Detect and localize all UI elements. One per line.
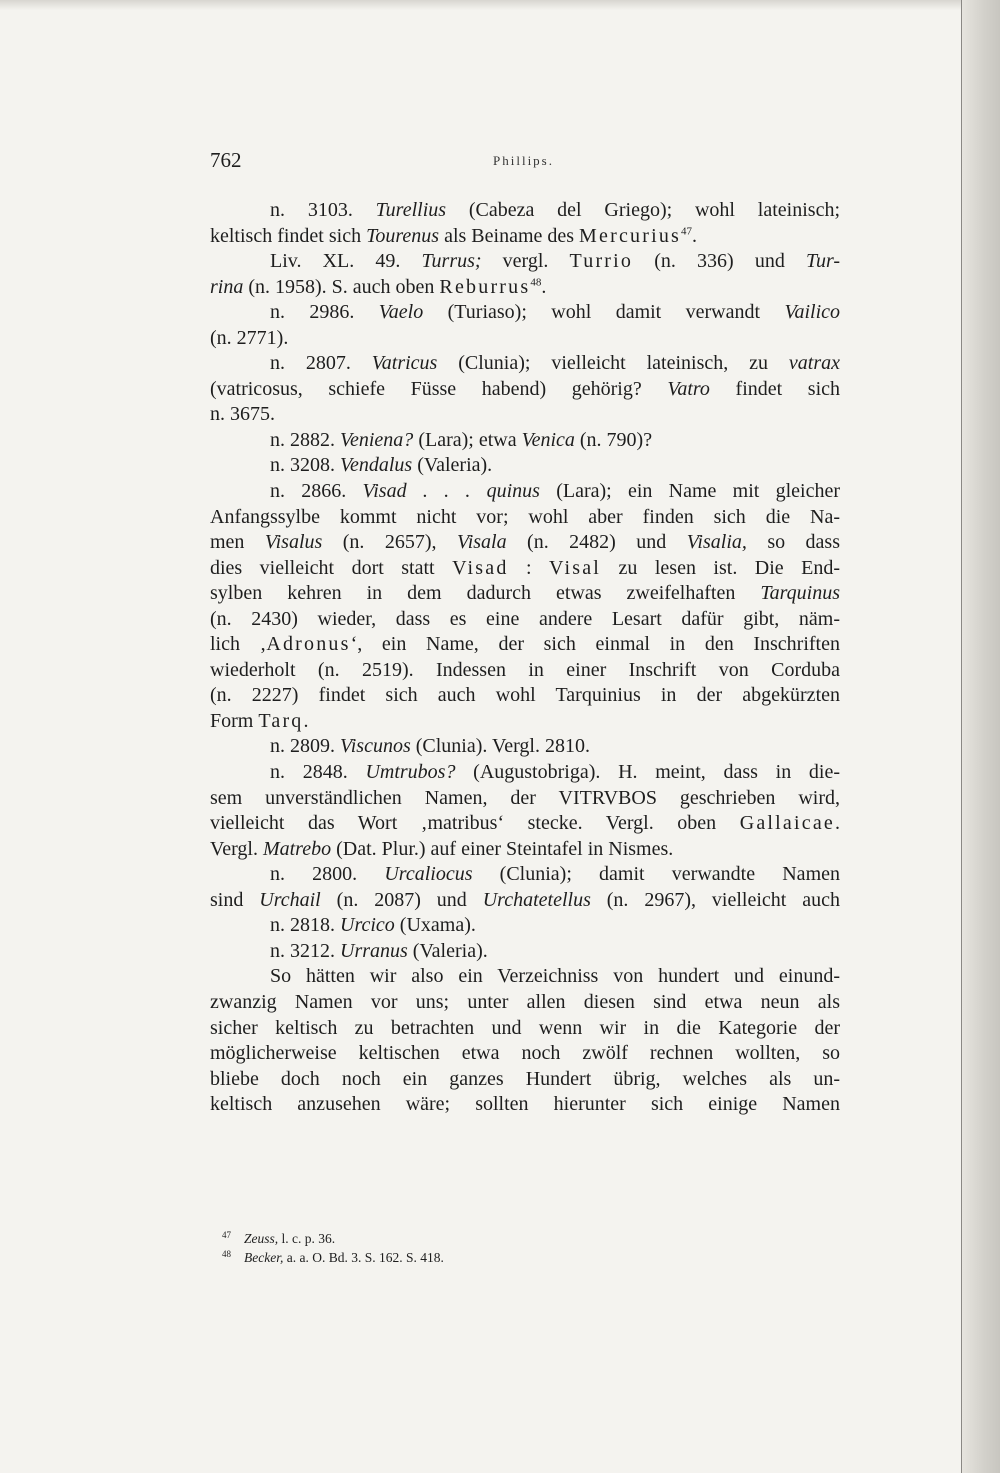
text-run: vergl. [481,250,570,273]
italic-name: Venica [521,428,575,451]
text-run: So hätten wir also ein Verzeichniss von hundert und einund- [270,965,840,988]
italic-name: vatrax [788,352,841,375]
text-run: Anfangssylbe kommt nicht vor; wohl aber finden sich die Na- [210,505,840,528]
text-line [210,786,840,812]
italic-name: Vailico [784,301,840,324]
footnote: $^{48}$ Becker, a. a. O. Bd. 3. S. 162. S. 418. [222,1248,444,1265]
text-run: (Cabeza del Griego); wohl lateinisch; [446,199,840,221]
text-run: (vatricosus, schiefe Füsse habend) gehörig? [210,377,668,400]
text-run: (Uxama). [394,914,476,937]
italic-name: Vaelo [378,301,424,324]
text-line [210,683,840,709]
text-run: keltisch findet sich [210,224,367,247]
footnote-ref: 48 [530,275,542,288]
text-line [210,862,840,888]
text-line [210,658,840,684]
italic-name: Vendalus [340,454,413,477]
text-line [210,1067,840,1093]
spaced-name: Turrio [569,250,634,273]
text-run: l. c. p. 36. [278,1231,336,1246]
italic-name: Tur- [805,250,841,273]
spaced-name: Reburrus [439,275,531,298]
spaced-name: Mercurius [579,224,682,247]
text-run: n. 2866. [270,480,363,503]
text-line [210,198,840,224]
text-run: findet sich [709,377,840,400]
text-run: (Lara); etwa [413,428,522,451]
italic-name: Viscunos [340,735,411,758]
italic-name: Matrebo [262,837,332,860]
italic-name: Veniena? [340,428,414,451]
text-run: dies vielleicht dort statt [210,556,453,579]
text-run: : [508,556,550,579]
text-run: . [835,812,840,835]
italic-name: Visad . . . quinus [362,480,540,503]
text-run: zu lesen ist. Die End- [601,556,841,579]
text-run: vielleicht das Wort ‚matribus‘ stecke. Vergl. oben [210,812,740,835]
footnote-ref: 47 [681,224,693,237]
text-run: bliebe doch noch ein ganzes Hundert übrig, welches als un- [210,1067,840,1090]
footnotes [222,1229,842,1267]
italic-name: Urchail [259,888,321,911]
text-run: (Valeria). [412,454,493,477]
text-run: (Augustobriga). H. meint, dass in die- [455,761,841,784]
text-run: so dass [746,531,841,554]
text-run: (n. 2482) und [506,531,687,554]
text-run: sylben kehren in dem dadurch etwas zweifelhaften [210,582,761,605]
text-run: (n. 2967), vielleicht auch [590,888,841,911]
text-line [210,275,840,301]
text-line [210,964,840,990]
text-run: (n. 2430) wieder, dass es eine andere Lesart dafür gibt, näm- [210,607,840,630]
text-run: wiederholt (n. 2519). Indessen in einer Inschrift von Corduba [210,658,840,681]
text-run: (n. 1958). S. auch oben [243,275,440,298]
text-line [210,505,840,531]
italic-name: Urranus [340,939,408,962]
text-line [210,888,840,914]
text-run: (Valeria). [407,939,488,962]
text-run: als Beiname des [439,224,580,247]
italic-name: Visalus [264,531,323,554]
text-run: . [692,224,698,247]
text-run: n. 3212. [270,939,340,962]
text-line [210,632,840,658]
italic-name: rina [210,275,244,298]
text-run: möglicherweise keltischen etwa noch zwölf rechnen wollten, so [210,1042,840,1065]
text-run: zwanzig Namen vor uns; unter allen diesen sind etwa neun als [210,990,840,1013]
italic-name: Umtrubos? [365,761,456,784]
text-run: n. 2809. [270,735,340,758]
text-run: sind [210,888,260,911]
text-line [210,556,840,582]
italic-name: Turellius [375,199,447,221]
body-text [210,198,840,1118]
text-run: n. 3675. [210,403,275,426]
text-run: (n. 790)? [574,428,653,451]
italic-name: Tourenus [366,224,440,247]
page-top-shadow [0,0,1000,10]
text-run: (Clunia); vielleicht lateinisch, zu [437,352,789,375]
text-run: Vergl. [210,837,263,860]
text-line [210,811,840,837]
text-run: (n. 2227) findet sich auch wohl Tarquinius in der abgekürzten [210,684,840,707]
text-line [210,760,840,786]
text-line [210,913,840,939]
italic-name: Becker, [244,1250,284,1265]
text-line [210,453,840,479]
text-run: (n. 2657), [322,531,457,554]
text-run: men [210,531,265,554]
text-line [210,581,840,607]
running-head: Phillips. [493,153,554,168]
text-line [210,428,840,454]
text-line [210,326,840,352]
spaced-name: Tarq [258,709,304,732]
text-line [210,402,840,428]
text-run: (Dat. Plur.) auf einer Steintafel in Nismes. [331,837,674,860]
text-run: (Turiaso); wohl damit verwandt [423,301,785,324]
text-line [210,224,840,250]
text-run: n. 2807. [270,352,372,375]
text-line [210,734,840,760]
text-line [210,351,840,377]
text-run: ‘, ein Name, der sich einmal in den Inschriften [350,633,840,656]
footnote: $^{47}$ Zeuss, l. c. p. 36. [222,1229,336,1246]
text-run: a. a. O. Bd. 3. S. 162. S. 418. [283,1250,444,1265]
spaced-name: Gallaicae [739,812,835,835]
spaced-name: Visal [549,556,602,579]
text-run: sem unverständlichen Namen, der VITRVBOS geschrieben wird, [210,786,840,809]
text-run: (n. 2087) und [320,888,483,911]
text-line [210,1092,840,1118]
text-run: (n. 2771). [210,326,289,349]
text-run: keltisch anzusehen wäre; sollten hierunter sich einige Namen [210,1093,840,1116]
italic-name: Vatro [667,377,710,400]
text-line [210,300,840,326]
italic-name: Zeuss, [244,1231,279,1246]
page-right-edge [961,0,1000,1473]
text-run: n. 2986. [270,301,379,324]
text-line [210,1016,840,1042]
text-line [210,837,840,863]
italic-name: Visala [456,531,507,554]
italic-name: Urcaliocus [384,863,473,886]
text-line [210,1041,840,1067]
text-run: n. 3103. [270,199,376,221]
page-number: 762 [210,148,242,172]
text-run: (n. 336) und [633,250,806,273]
text-run: sicher keltisch zu betrachten und wenn wir in die Kategorie der [210,1016,840,1039]
text-run: Liv. XL. 49. [270,250,422,273]
text-run: . [541,275,547,298]
text-line [210,939,840,965]
text-run: . [303,709,309,732]
italic-name: Vatricus [371,352,438,375]
italic-name: Tarquinus [760,582,840,605]
spaced-name: Adronus [266,633,351,656]
italic-name: Turrus; [421,250,482,273]
text-run: n. 2818. [270,914,340,937]
text-run: n. 2882. [270,428,340,451]
text-line [210,709,840,735]
text-run: (Lara); ein Name mit gleicher [539,480,840,503]
text-line [210,249,840,275]
text-line [210,479,840,505]
italic-name: Visalia, [686,531,747,554]
text-line [210,377,840,403]
text-run: (Clunia). Vergl. 2810. [410,735,590,758]
text-line [210,990,840,1016]
text-run: n. 3208. [270,454,340,477]
text-run: (Clunia); damit verwandte Namen [472,863,840,886]
text-run: Form [210,709,259,732]
italic-name: Urcico [340,914,395,937]
text-line [210,530,840,556]
spaced-name: Visad [452,556,509,579]
text-line [210,607,840,633]
text-run: lich ‚ [210,633,267,656]
text-run: n. 2800. [270,863,385,886]
text-run: n. 2848. [270,761,366,784]
italic-name: Urchatetellus [482,888,591,911]
